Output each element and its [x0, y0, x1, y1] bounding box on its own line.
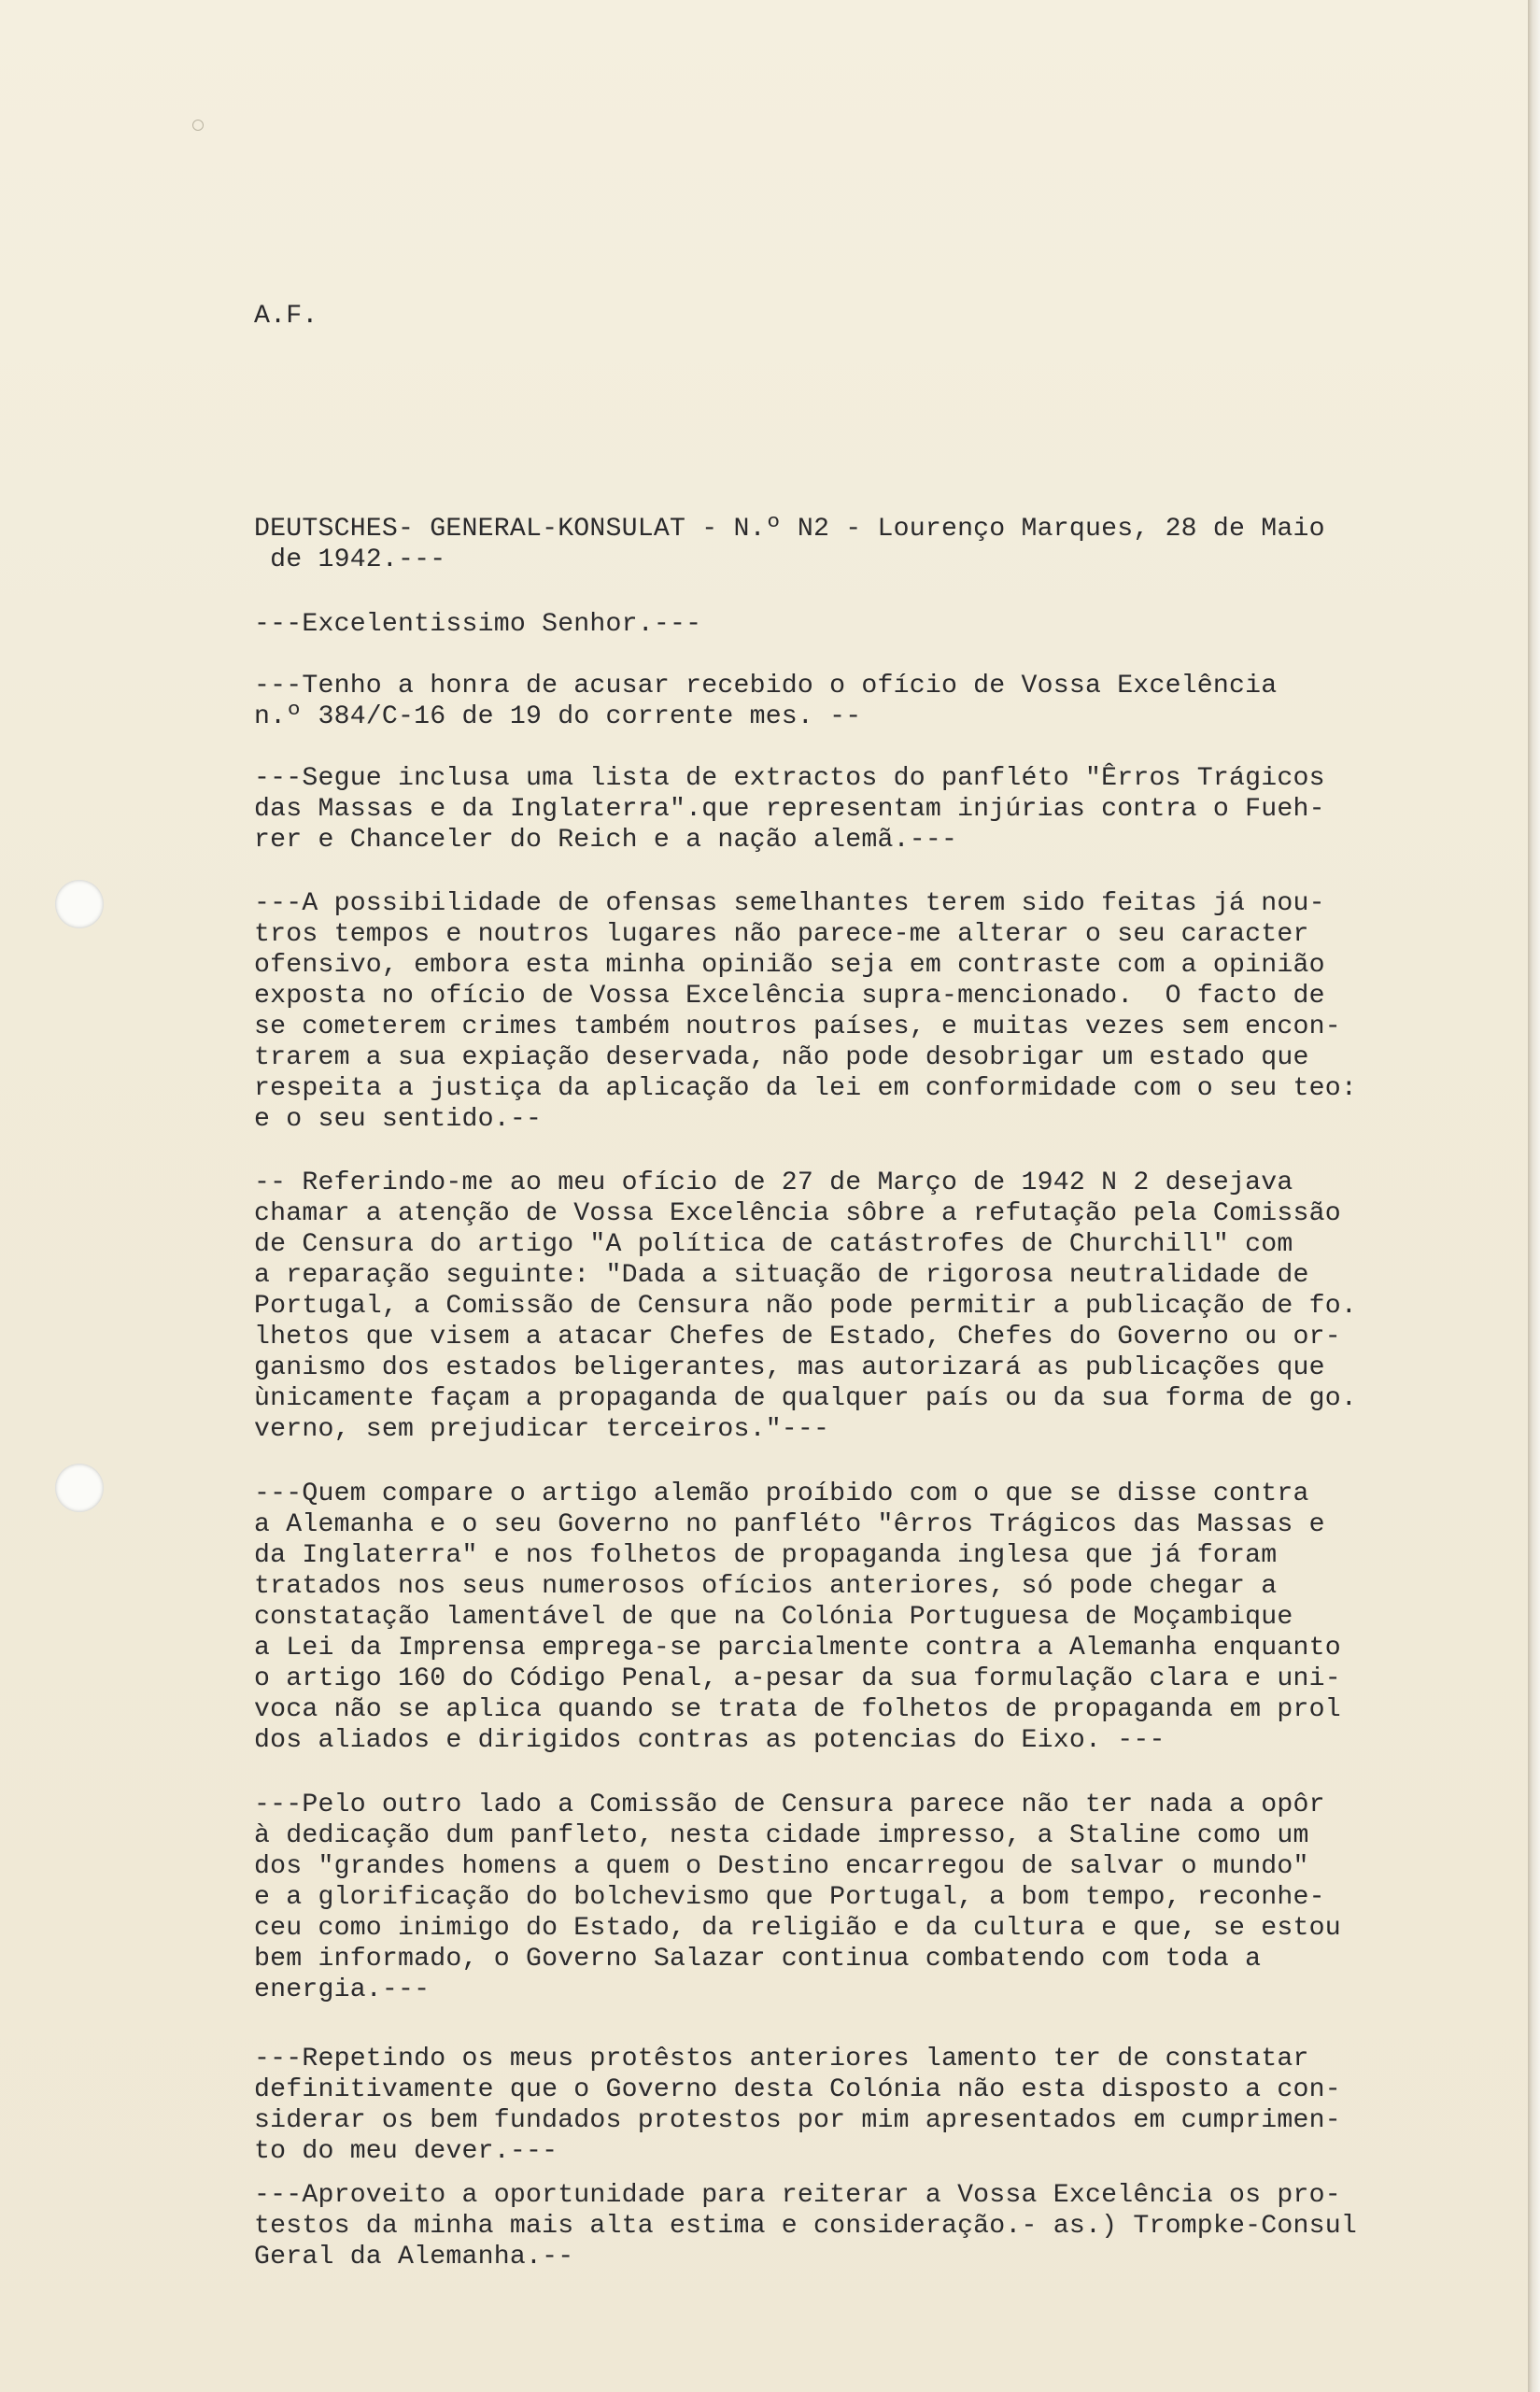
page-edge-shadow [1528, 0, 1540, 2392]
text-line: a Alemanha e o seu Governo no panfléto "êrros Trágicos das Massas e [254, 1510, 1325, 1539]
initials: A.F. [254, 302, 318, 331]
text-line: de Censura do artigo "A política de catástrofes de Churchill" com [254, 1230, 1293, 1259]
text-line: dos "grandes homens a quem o Destino encarregou de salvar o mundo" [254, 1852, 1309, 1881]
text-line: ofensivo, embora esta minha opinião seja em contraste com a opinião [254, 951, 1325, 980]
text-line: o artigo 160 do Código Penal, a-pesar da sua formulação clara e uni- [254, 1664, 1341, 1693]
text-line: das Massas e da Inglaterra".que representam injúrias contra o Fueh- [254, 795, 1325, 824]
text-line: ùnicamente façam a propaganda de qualquer país ou da sua forma de go. [254, 1384, 1357, 1413]
text-line: da Inglaterra" e nos folhetos de propaganda inglesa que já foram [254, 1541, 1278, 1570]
text-line: dos aliados e dirigidos contras as potencias do Eixo. --- [254, 1726, 1166, 1755]
text-line: tratados nos seus numerosos ofícios anteriores, só pode chegar a [254, 1572, 1278, 1601]
text-line: tros tempos e noutros lugares não parece-me alterar o seu caracter [254, 920, 1309, 949]
text-line: ---A possibilidade de ofensas semelhantes terem sido feitas já nou- [254, 889, 1325, 918]
text-line: ---Segue inclusa uma lista de extractos do panfléto "Êrros Trágicos [254, 764, 1325, 793]
text-line: ---Quem compare o artigo alemão proíbido com o que se disse contra [254, 1479, 1309, 1508]
salutation: ---Excelentissimo Senhor.--- [254, 610, 702, 639]
text-line: testos da minha mais alta estima e consideração.- as.) Trompke-Consul [254, 2212, 1357, 2241]
text-line: ---Pelo outro lado a Comissão de Censura parece não ter nada a opôr [254, 1790, 1325, 1819]
text-line: a reparação seguinte: "Dada a situação de rigorosa neutralidade de [254, 1261, 1309, 1290]
text-line: se cometerem crimes também noutros países, e muitas vezes sem encon- [254, 1012, 1341, 1041]
letter-header-date: de 1942.--- [254, 545, 446, 574]
signature-line: Geral da Alemanha.-- [254, 2243, 574, 2272]
text-line: ---Tenho a honra de acusar recebido o ofício de Vossa Excelência [254, 672, 1278, 701]
text-line: verno, sem prejudicar terceiros."--- [254, 1415, 830, 1444]
text-line: definitivamente que o Governo desta Colónia não esta disposto a con- [254, 2075, 1341, 2104]
text-line: lhetos que visem a atacar Chefes de Estado, Chefes do Governo ou or- [254, 1323, 1341, 1352]
text-line: respeita a justiça da aplicação da lei em conformidade com o seu teo: [254, 1074, 1357, 1103]
text-line: ganismo dos estados beligerantes, mas autorizará as publicações que [254, 1353, 1325, 1382]
text-line: e o seu sentido.-- [254, 1105, 543, 1134]
text-line: n.º 384/C-16 de 19 do corrente mes. -- [254, 702, 862, 731]
text-line: e a glorificação do bolchevismo que Portugal, a bom tempo, reconhe- [254, 1883, 1325, 1912]
text-line: ceu como inimigo do Estado, da religião e da cultura e que, se estou [254, 1914, 1341, 1943]
text-line: a Lei da Imprensa emprega-se parcialmente contra a Alemanha enquanto [254, 1634, 1341, 1663]
text-line: voca não se aplica quando se trata de folhetos de propaganda em prol [254, 1695, 1341, 1724]
text-line: to do meu dever.--- [254, 2137, 558, 2166]
text-line: constatação lamentável de que na Colónia Portuguesa de Moçambique [254, 1603, 1293, 1632]
text-line: -- Referindo-me ao meu ofício de 27 de Março de 1942 N 2 desejava [254, 1168, 1293, 1197]
letter-header: DEUTSCHES- GENERAL-KONSULAT - N.º N2 - Lourenço Marques, 28 de Maio [254, 515, 1325, 544]
text-line: energia.--- [254, 1975, 431, 2004]
text-line: trarem a sua expiação deservada, não pode desobrigar um estado que [254, 1043, 1309, 1072]
text-line: exposta no ofício de Vossa Excelência supra-mencionado. O facto de [254, 982, 1325, 1011]
text-line: chamar a atenção de Vossa Excelência sôbre a refutação pela Comissão [254, 1199, 1341, 1228]
text-line: rer e Chanceler do Reich e a nação alemã.--- [254, 826, 958, 855]
text-line: siderar os bem fundados protestos por mim apresentados em cumprimen- [254, 2106, 1341, 2135]
text-line: à dedicação dum panfleto, nesta cidade impresso, a Staline como um [254, 1821, 1309, 1850]
text-line: ---Repetindo os meus protêstos anteriores lamento ter de constatar [254, 2045, 1309, 2074]
text-line: bem informado, o Governo Salazar continua combatendo com toda a [254, 1945, 1262, 1974]
text-line: Portugal, a Comissão de Censura não pode permitir a publicação de fo. [254, 1292, 1357, 1321]
text-line: ---Aproveito a oportunidade para reiterar a Vossa Excelência os pro- [254, 2181, 1341, 2210]
